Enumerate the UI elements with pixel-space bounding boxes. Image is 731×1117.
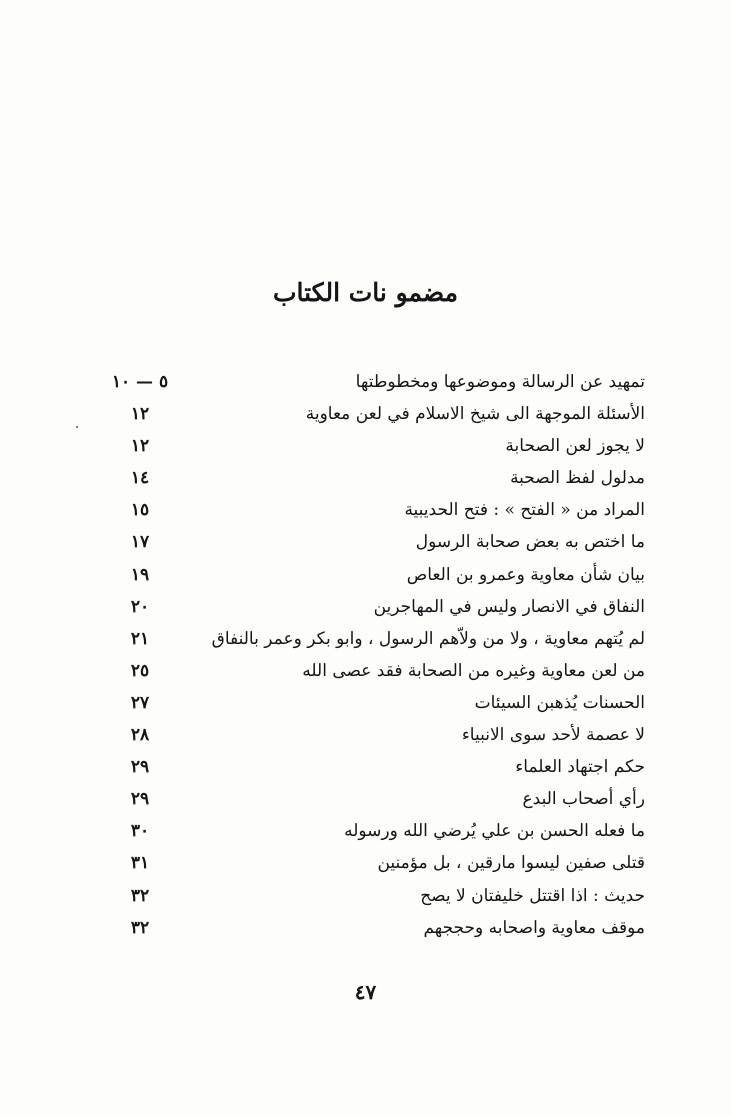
toc-entry-page: ٢٩ [130, 789, 150, 810]
toc-entry-page: ٣١ [130, 853, 150, 874]
toc-row [100, 687, 645, 719]
toc-entry-title: لا عصمة لأحد سوى الانبياء [461, 725, 645, 746]
toc-entry-title: الحسنات يُذهبن السيئات [474, 692, 645, 713]
page-title: مضمو نات الكتاب [272, 278, 459, 307]
toc-entry-page: ١٢ [130, 404, 150, 425]
toc-entry-title: موقف معاوية واصحابه وحججهم [423, 917, 645, 938]
print-speck [76, 426, 78, 428]
toc-entry-title: قتلى صفين ليسوا مارقين ، بل مؤمنين [377, 853, 645, 874]
toc-entry-page: ٥ — ١٠ [111, 372, 169, 392]
toc-entry-page: ٢٧ [130, 692, 150, 713]
toc-entry-title: من لعن معاوية وغيره من الصحابة فقد عصى الله [302, 660, 645, 681]
toc-row [100, 880, 645, 912]
toc-entry-page: ١٩ [130, 564, 150, 585]
toc-entry-page: ١٧ [130, 532, 150, 553]
toc-row [100, 494, 645, 526]
toc-entry-page: ٢٠ [130, 596, 150, 617]
toc-entry-title: بيان شأن معاوية وعمرو بن العاص [406, 564, 645, 585]
toc-row [100, 847, 645, 879]
toc-entry-title: النفاق في الانصار وليس في المهاجرين [373, 596, 645, 617]
toc-entry-page: ٢١ [130, 628, 150, 649]
toc-row [100, 623, 645, 655]
toc-entry-page: ٣٢ [130, 917, 150, 938]
toc-row [100, 559, 645, 591]
toc-row [100, 783, 645, 815]
toc-row [100, 912, 645, 944]
toc-entry-title: مدلول لفظ الصحبة [510, 468, 645, 489]
toc-entry-title: رأي أصحاب البدع [522, 789, 645, 810]
toc-row [100, 462, 645, 494]
toc-row [100, 591, 645, 623]
toc-entry-title: المراد من « الفتح » : فتح الحديبية [404, 500, 645, 521]
toc-row [100, 430, 645, 462]
toc-row [100, 366, 645, 398]
page-number: ٤٧ [354, 980, 377, 1004]
toc-entry-page: ٢٥ [130, 660, 150, 681]
toc-entry-page: ١٥ [130, 500, 150, 521]
toc-entry-page: ٣٢ [130, 885, 150, 906]
toc-row [100, 751, 645, 783]
toc-entry-title: لم يُتهم معاوية ، ولا من ولاّهم الرسول ، وابو بكر وعمر بالنفاق [211, 628, 645, 649]
toc-entry-page: ١٤ [130, 468, 150, 489]
toc-entry-page: ١٢ [130, 436, 150, 457]
toc-entry-title: تمهيد عن الرسالة وموضوعها ومخطوطتها [355, 372, 645, 392]
toc-entry-title: ما اختص به بعض صحابة الرسول [415, 532, 645, 553]
toc-entry-title: ما فعله الحسن بن علي يُرضي الله ورسوله [344, 821, 645, 842]
toc-row [100, 526, 645, 558]
toc-row [100, 719, 645, 751]
toc-entry-title: حديث : اذا اقتتل خليفتان لا يصح [420, 885, 645, 906]
toc-row [100, 655, 645, 687]
toc-entry-title: حكم اجتهاد العلماء [515, 757, 645, 778]
toc-entry-page: ٣٠ [130, 821, 150, 842]
toc-entry-page: ٢٨ [130, 725, 150, 746]
table-of-contents [100, 366, 645, 944]
toc-row [100, 398, 645, 430]
toc-entry-title: الأسئلة الموجهة الى شيخ الاسلام في لعن معاوية [305, 404, 645, 425]
toc-entry-page: ٢٩ [130, 757, 150, 778]
toc-entry-title: لا يجوز لعن الصحابة [505, 436, 645, 457]
toc-row [100, 815, 645, 847]
